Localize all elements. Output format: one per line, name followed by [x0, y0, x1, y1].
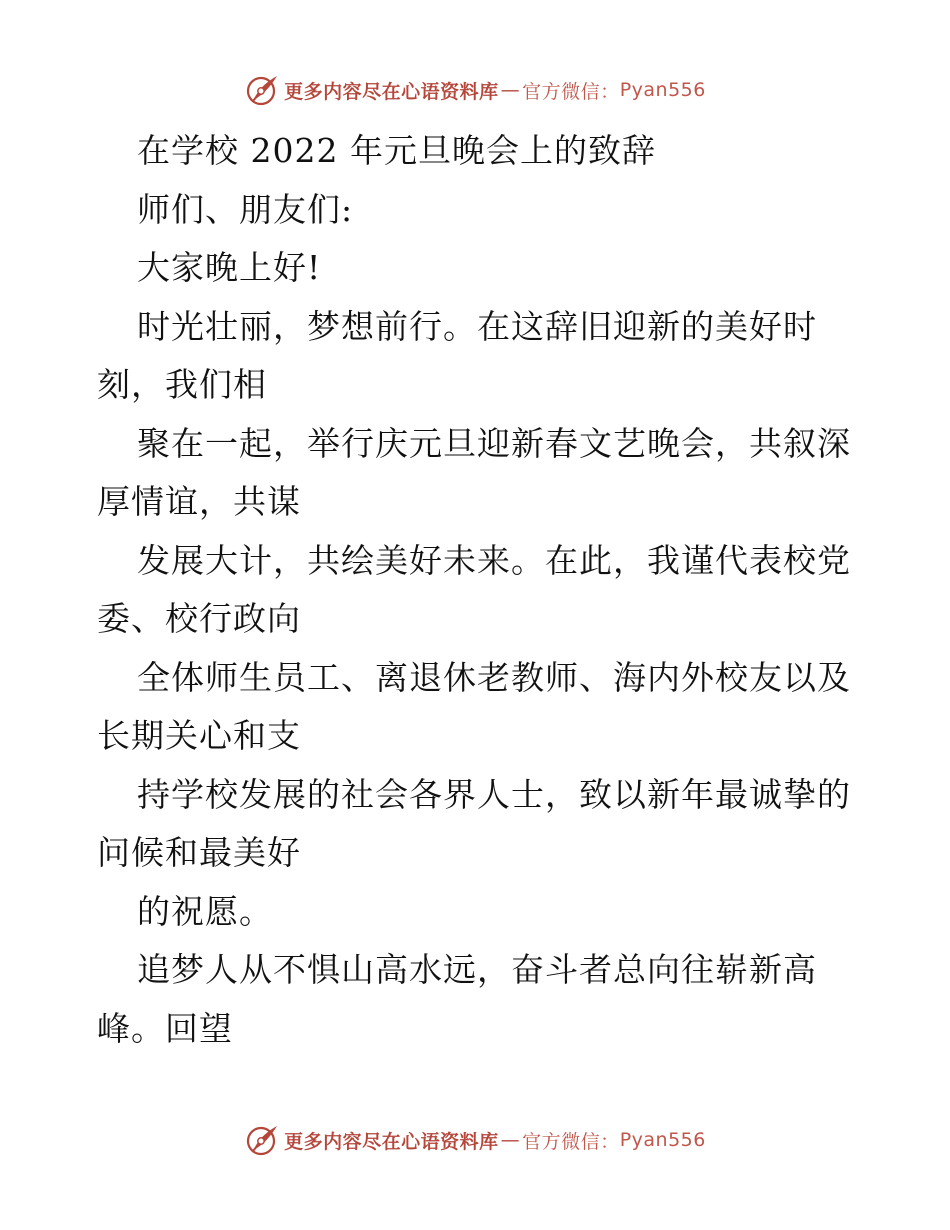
banner-label-text: 官方微信：	[522, 80, 620, 103]
banner-brand-text: 更多内容尽在心语资料库	[284, 1130, 499, 1153]
paragraph-line: 时光壮丽，梦想前行。在这辞旧迎新的美好时	[137, 306, 817, 346]
banner-wechat-id: Pyan556	[619, 1129, 706, 1151]
paragraph-line: 问候和最美好	[97, 833, 301, 872]
paragraph-line: 峰。回望	[97, 1008, 233, 1048]
banner-label-text: 官方微信：	[522, 1130, 620, 1153]
greeting-line: 大家晚上好!	[137, 248, 322, 287]
document-body	[97, 122, 867, 1058]
paragraph-line: 的祝愿。	[137, 891, 273, 931]
paragraph-line: 持学校发展的社会各界人士，致以新年最诚挚的	[137, 774, 851, 814]
banner-separator: —	[500, 1129, 521, 1151]
document-title: 在学校 2022 年元旦晚会上的致辞	[137, 131, 656, 170]
paragraph-line: 委、校行政向	[97, 599, 301, 638]
paragraph-line: 刻，我们相	[97, 365, 267, 404]
banner-wechat-id: Pyan556	[619, 79, 706, 101]
paragraph-line: 聚在一起，举行庆元旦迎新春文艺晚会，共叙深	[137, 423, 851, 463]
paragraph-line: 追梦人从不惧山高水远，奋斗者总向往崭新高	[137, 950, 817, 989]
paragraph-line: 长期关心和支	[97, 716, 301, 755]
paragraph-line: 全体师生员工、离退休老教师、海内外校友以及	[137, 657, 851, 697]
paragraph-line: 发展大计，共绘美好未来。在此，我谨代表校党	[137, 540, 851, 580]
feather-pen-logo-icon	[244, 1122, 280, 1158]
banner-brand-text: 更多内容尽在心语资料库	[284, 80, 499, 103]
paragraph-line: 厚情谊，共谋	[97, 482, 301, 521]
banner-separator: —	[500, 79, 521, 101]
feather-pen-logo-icon	[244, 72, 280, 108]
footer-banner	[0, 1120, 950, 1160]
header-banner	[0, 70, 950, 110]
salutation-line: 师们、朋友们:	[137, 189, 354, 229]
